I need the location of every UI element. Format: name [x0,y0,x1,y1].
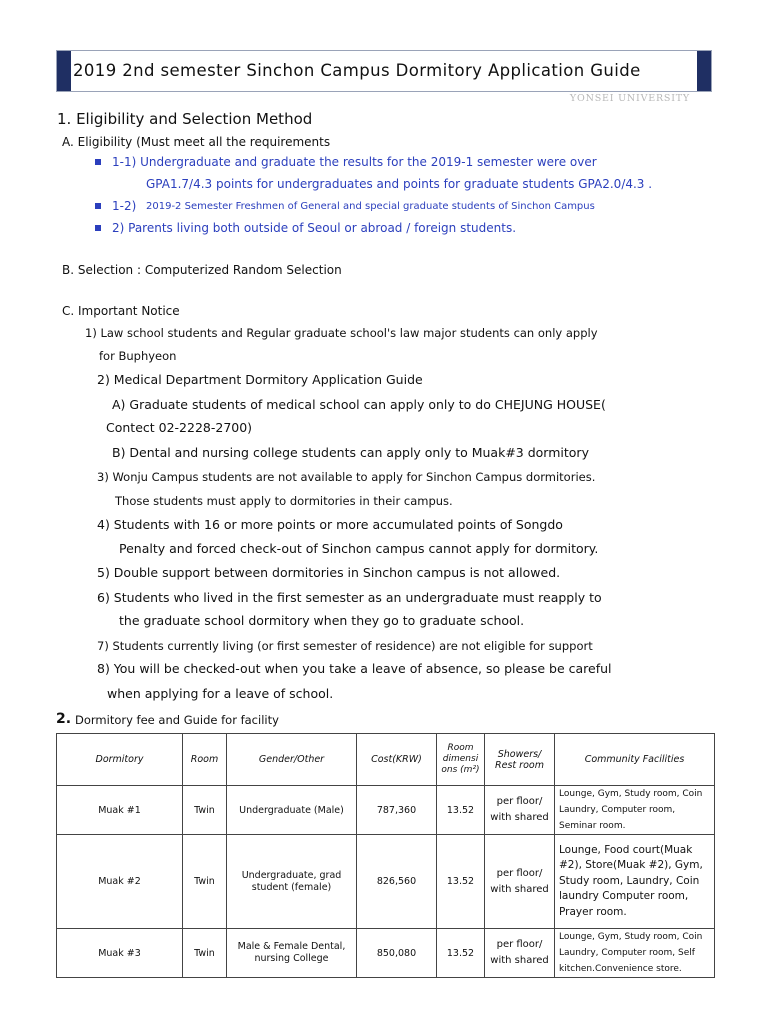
cell-gender: Male & Female Dental, nursing College [227,929,357,978]
notice-8: 8) You will be checked-out when you take a leave of absence, so please be careful [97,661,612,676]
notice-2a: A) Graduate students of medical school can apply only to do CHEJUNG HOUSE( [112,397,606,412]
notice-7: 7) Students currently living (or first semester of residence) are not eligible for support [97,639,593,653]
cell-cost: 826,560 [357,835,437,929]
cell-dimension: 13.52 [437,835,485,929]
title-banner [56,50,712,92]
cell-showers: per floor/ with shared [485,786,555,835]
cell-showers: per floor/ with shared [485,835,555,929]
eligibility-item-2: 2) Parents living both outside of Seoul or abroad / foreign students. [112,221,517,235]
notice-3: 3) Wonju Campus students are not available to apply for Sinchon Campus dormitories. [97,470,596,484]
cell-showers: per floor/ with shared [485,929,555,978]
cell-dimension: 13.52 [437,929,485,978]
notice-6: 6) Students who lived in the first semester as an undergraduate must reapply to [97,590,602,605]
eligibility-item-1-2: 2019-2 Semester Freshmen of General and special graduate students of Sinchon Campus [146,201,595,212]
cell-dimension: 13.52 [437,786,485,835]
col-header-facilities: Community Facilities [555,734,715,786]
cell-cost: 787,360 [357,786,437,835]
eligibility-item-1-2-label: 1-2) [112,199,137,213]
section2-number: 2. [56,711,72,727]
notice-2b: B) Dental and nursing college students can apply only to Muak#3 dormitory [112,445,589,460]
bullet-icon [95,225,101,231]
cell-room: Twin [183,835,227,929]
col-header-cost: Cost(KRW) [357,734,437,786]
notice-4-cont: Penalty and forced check-out of Sinchon campus cannot apply for dormitory. [119,541,599,556]
table-row [57,929,715,978]
section2-heading: Dormitory fee and Guide for facility [75,713,279,727]
notice-5: 5) Double support between dormitories in Sinchon campus is not allowed. [97,565,561,580]
notice-8-cont: when applying for a leave of school. [107,686,334,701]
cell-gender: Undergraduate, grad student (female) [227,835,357,929]
selection-title: B. Selection : Computerized Random Selection [62,263,342,277]
notice-2a-cont: Contect 02-2228-2700) [106,420,253,435]
notice-3-cont: Those students must apply to dormitories in their campus. [115,494,453,508]
university-name: YONSEI UNIVERSITY [569,93,690,104]
cell-dormitory: Muak #2 [57,835,183,929]
table-row [57,835,715,929]
col-header-room: Room [183,734,227,786]
cell-gender: Undergraduate (Male) [227,786,357,835]
bullet-icon [95,203,101,209]
cell-dormitory: Muak #3 [57,929,183,978]
cell-room: Twin [183,929,227,978]
document-title: 2019 2nd semester Sinchon Campus Dormitory Application Guide [73,61,641,80]
cell-room: Twin [183,786,227,835]
eligibility-item-1-1: 1-1) Undergraduate and graduate the results for the 2019-1 semester were over [112,155,597,169]
table-row [57,786,715,835]
col-header-dormitory: Dormitory [57,734,183,786]
col-header-gender: Gender/Other [227,734,357,786]
col-header-showers: Showers/ Rest room [485,734,555,786]
notice-1: 1) Law school students and Regular graduate school's law major students can only apply [85,326,598,340]
cell-cost: 850,080 [357,929,437,978]
cell-dormitory: Muak #1 [57,786,183,835]
notice-4: 4) Students with 16 or more points or more accumulated points of Songdo [97,517,563,532]
cell-facilities: Lounge, Gym, Study room, Coin Laundry, Computer room, Seminar room. [555,786,715,835]
eligibility-item-1-1-cont: GPA1.7/4.3 points for undergraduates and points for graduate students GPA2.0/4.3 . [146,177,653,191]
cell-facilities: Lounge, Food court(Muak #2), Store(Muak #2), Gym, Study room, Laundry, Coin laundry Computer room, Prayer room. [555,835,715,929]
notice-title: C. Important Notice [62,304,180,318]
eligibility-title: A. Eligibility (Must meet all the requirements [62,135,331,149]
col-header-dimension: Room dimensi ons (m²) [437,734,485,786]
bullet-icon [95,159,101,165]
section1-heading: 1. Eligibility and Selection Method [57,110,313,128]
notice-1-cont: for Buphyeon [99,349,177,363]
dormitory-fee-table [56,733,715,978]
title-bar-right [697,51,711,91]
notice-2: 2) Medical Department Dormitory Application Guide [97,372,423,387]
table-header-row [57,734,715,786]
cell-facilities: Lounge, Gym, Study room, Coin Laundry, Computer room, Self kitchen.Convenience store. [555,929,715,978]
title-bar-left [57,51,71,91]
notice-6-cont: the graduate school dormitory when they go to graduate school. [119,613,525,628]
